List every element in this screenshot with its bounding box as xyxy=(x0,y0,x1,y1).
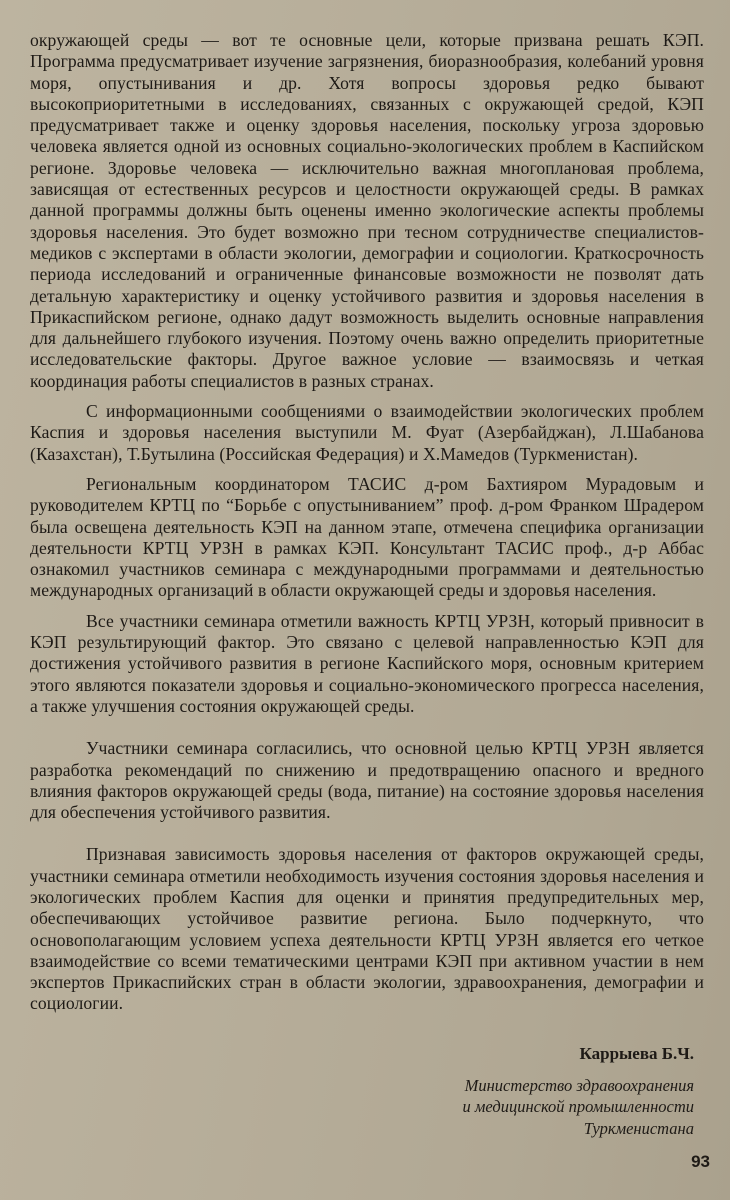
paragraph-2: С информационными сообщениями о взаимодействии экологических проблем Каспия и здоровья населения выступили М. Фуат (Азербайджан), Л.Шабанова (Казахстан), Т.Бутылина (Российская Федерация) и Х.Мамедов (Туркменистан). xyxy=(30,401,704,464)
author-signature: Каррыева Б.Ч. xyxy=(579,1043,694,1063)
author-affiliation xyxy=(30,1075,704,1140)
paragraph-3: Региональным координатором ТАСИС д-ром Бахтияром Мурадовым и руководителем КРТЦ по “Борьбе с опустыниванием” проф. д-ром Франком Шрадером была освещена деятельность КЭП на данном этапе, отмечена специфика организации деятельности КРТЦ УРЗН в рамках КЭП. Консультант ТАСИС проф., д-р Аббас ознакомил участников семинара с международными программами и деятельностью международных организаций в области окружающей среды и здоровья населения. xyxy=(30,473,704,601)
affiliation-line: и медицинской промышленности xyxy=(462,1097,694,1117)
paragraph-1: окружающей среды — вот те основные цели, которые призвана решать КЭП. Программа предусматривает изучение загрязнения, биоразнообразия, колебаний уровня моря, опустынивания и др. Хотя вопросы здоровья редко бывают высокоприоритетными в исследованиях, связанных с окружающей средой, КЭП предусматривает также и оценку здоровья населения, поскольку угроза здоровью человека является одной из основных социально-экологических проблем в Каспийском регионе. Здоровье человека — исключительно важная многоплановая проблема, зависящая от естественных ресурсов и целостности окружающей среды. В рамках данной программы должны быть оценены именно экологические аспекты проблемы здоровья населения. Это будет возможно при тесном сотрудничестве специалистов-медиков с экспертами в области экологии, демографии и социологии. Краткосрочность периода исследований и ограниченные финансовые возможности не позволят дать детальную характеристику и оценку устойчивого развития и здоровья населения в Прикаспийском регионе, однако дадут возможность выделить основные направления для дальнейшего глубокого изучения. Поэтому очень важно определить приоритетные исследовательские факторы. Другое важное условие — взаимосвязь и четкая координация работы специалистов в разных странах. xyxy=(30,30,704,391)
affiliation-line: Министерство здравоохранения xyxy=(464,1075,694,1095)
paragraph-5: Участники семинара согласились, что основной целью КРТЦ УРЗН является разработка рекомендаций по снижению и предотвращению опасного и вредного влияния факторов окружающей среды (вода, питание) на состояние здоровья населения для обеспечения устойчивого развития. xyxy=(30,738,704,823)
paragraph-6: Признавая зависимость здоровья населения от факторов окружающей среды, участники семинара отметили необходимость изучения состояния здоровья населения и экологических проблем Каспия для оценки и принятия предупредительных мер, обеспечивающих устойчивое развитие региона. Было подчеркнуто, что основополагающим условием успеха деятельности КРТЦ УРЗН является его четкое взаимодействие со всеми тематическими центрами КЭП при активном участии в нем экспертов Прикаспийских стран в области экологии, здравоохранения, демографии и социологии. xyxy=(30,844,704,1014)
paragraph-4: Все участники семинара отметили важность КРТЦ УРЗН, который привносит в КЭП результирующий фактор. Это связано с целевой направленностью КЭП для достижения устойчивого развития в регионе Каспийского моря, основным критерием этого являются показатели здоровья и социально-экономического прогресса населения, а также улучшения состояния окружающей среды. xyxy=(30,610,704,716)
article-body xyxy=(30,30,704,1015)
affiliation-line: Туркменистана xyxy=(583,1118,694,1138)
page-number: 93 xyxy=(691,1152,710,1171)
